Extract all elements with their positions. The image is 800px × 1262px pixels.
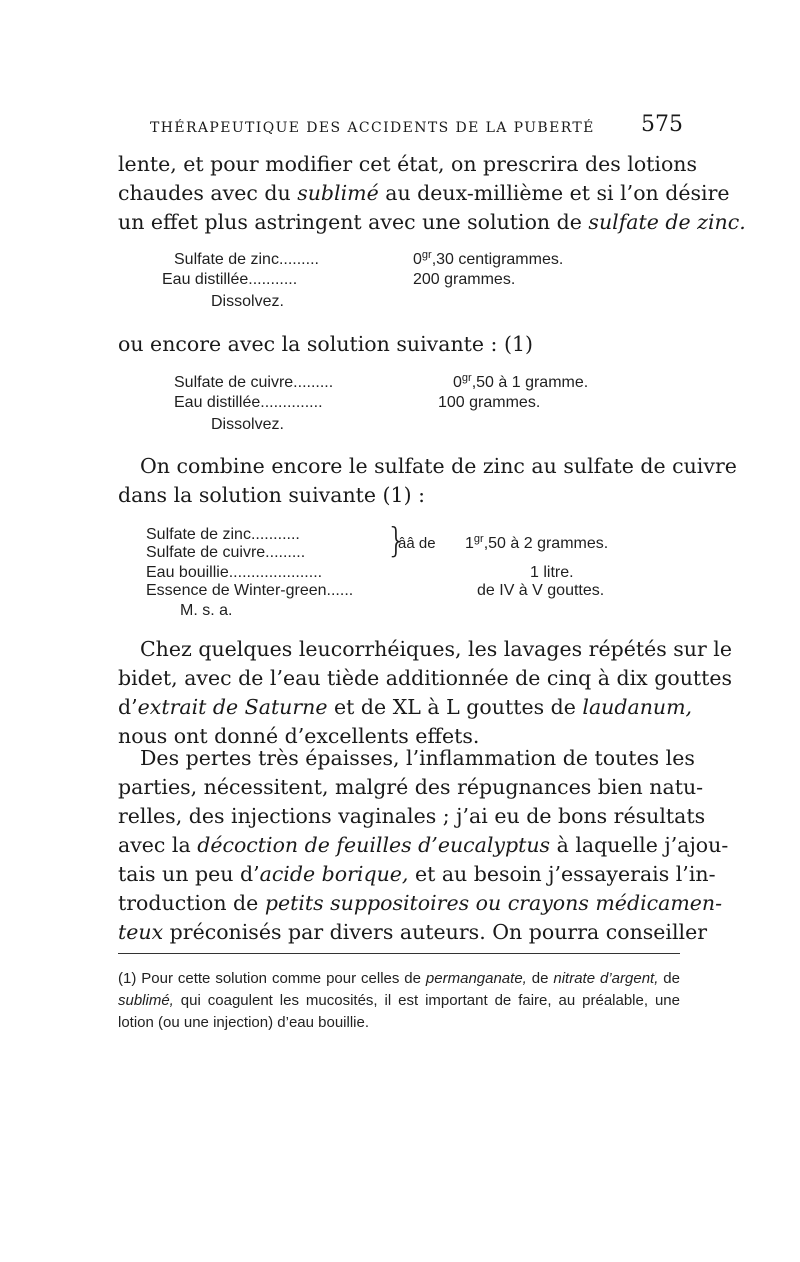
text-line: nous ont donné d’excellents effets. <box>118 724 480 748</box>
recipe-ingredient: Sulfate de zinc......... <box>174 251 319 268</box>
recipe-brace-note: ââ de <box>398 535 436 552</box>
recipe-ingredient: Sulfate de cuivre......... <box>174 374 334 391</box>
recipe-quantity: 100 grammes. <box>438 394 541 411</box>
recipe-quantity: de IV à V gouttes. <box>477 582 605 599</box>
paragraph-pertes <box>118 744 729 947</box>
italic-term: sublimé, <box>118 992 174 1009</box>
brace-symbol: } <box>386 521 408 561</box>
paragraph-lotions <box>118 150 746 237</box>
text-line: teux préconisés par divers auteurs. On pourra conseiller <box>118 920 708 944</box>
recipe-ingredient: Eau distillée........... <box>162 271 298 288</box>
footnote-divider <box>118 953 680 954</box>
italic-term: permanganate, <box>425 970 527 987</box>
text-line: un effet plus astringent avec une solution de sulfate de zinc. <box>118 210 746 234</box>
paragraph-cuivre-intro <box>118 330 680 359</box>
recipe-instruction: Dissolvez. <box>211 293 284 310</box>
recipe-quantity: $0^{gr},50$ à 1 gramme. <box>453 372 589 391</box>
running-head <box>0 112 800 142</box>
text-line: tais un peu d’acide borique, et au besoin j’essayerais l’in- <box>118 862 716 886</box>
italic-term: acide borique, <box>259 862 409 886</box>
running-title: THÉRAPEUTIQUE DES ACCIDENTS DE LA PUBERTÉ <box>150 120 595 136</box>
page-number: 575 <box>641 112 683 137</box>
text-line: Chez quelques leucorrhéiques, les lavages répétés sur le <box>140 637 732 661</box>
recipe-ingredient: Essence de Winter-green...... <box>146 582 354 599</box>
text-line: On combine encore le sulfate de zinc au sulfate de cuivre <box>140 454 737 478</box>
italic-term: extrait de Saturne <box>137 695 328 719</box>
text-line: d’extrait de Saturne et de XL à L gouttes de laudanum, <box>118 695 693 719</box>
recipe-quantity: 200 grammes. <box>413 271 516 288</box>
italic-term: teux <box>118 920 164 944</box>
text-line: avec la décoction de feuilles d’eucalyptus à laquelle j’ajou- <box>118 833 729 857</box>
text-line: bidet, avec de l’eau tiède additionnée de cinq à dix gouttes <box>118 666 733 690</box>
recipe-ingredient: Sulfate de zinc........... <box>146 526 300 543</box>
recipe-quantity: $0^{gr},30$ centigrammes. <box>413 249 564 268</box>
footnote: (1) Pour cette solution comme pour celles de permanganate, de nitrate d’argent, de sublimé, qui coagulent les mucosités, il est important de faire, au préalable, une lotion (ou une injection) d’eau bouillie. <box>118 970 680 1031</box>
recipe-ingredient: Sulfate de cuivre......... <box>146 544 306 561</box>
text-line: lente, et pour modifier cet état, on prescrira des lotions <box>118 152 698 176</box>
paragraph-leucorrhee <box>118 635 733 751</box>
recipe-ingredient: Eau bouillie..................... <box>146 564 323 581</box>
paragraph-combine <box>118 452 737 510</box>
italic-term: nitrate d’argent, <box>553 970 659 987</box>
text-line: Des pertes très épaisses, l’inflammation de toutes les <box>140 746 695 770</box>
recipe-ingredient: Eau distillée.............. <box>174 394 323 411</box>
text-line: dans la solution suivante (1) : <box>118 483 425 507</box>
italic-term: laudanum, <box>582 695 693 719</box>
italic-term: sublimé <box>297 181 379 205</box>
text-line: chaudes avec du sublimé au deux-millième et si l’on désire <box>118 181 730 205</box>
recipe-instruction: Dissolvez. <box>211 416 284 433</box>
text-line: ou encore avec la solution suivante : (1) <box>118 332 534 356</box>
text-line: relles, des injections vaginales ; j’ai eu de bons résultats <box>118 804 706 828</box>
recipe-quantity: 1 litre. <box>530 564 574 581</box>
recipe-quantity: $1^{gr},50$ à 2 grammes. <box>465 533 609 552</box>
italic-term: petits suppositoires ou crayons médicamen- <box>264 891 723 915</box>
text-line: troduction de petits suppositoires ou crayons médicamen- <box>118 891 723 915</box>
recipe-instruction: M. s. a. <box>180 602 233 619</box>
italic-term: sulfate de zinc. <box>588 210 746 234</box>
text-line: parties, nécessitent, malgré des répugnances bien natu- <box>118 775 704 799</box>
italic-term: décoction de feuilles d’eucalyptus <box>197 833 551 857</box>
